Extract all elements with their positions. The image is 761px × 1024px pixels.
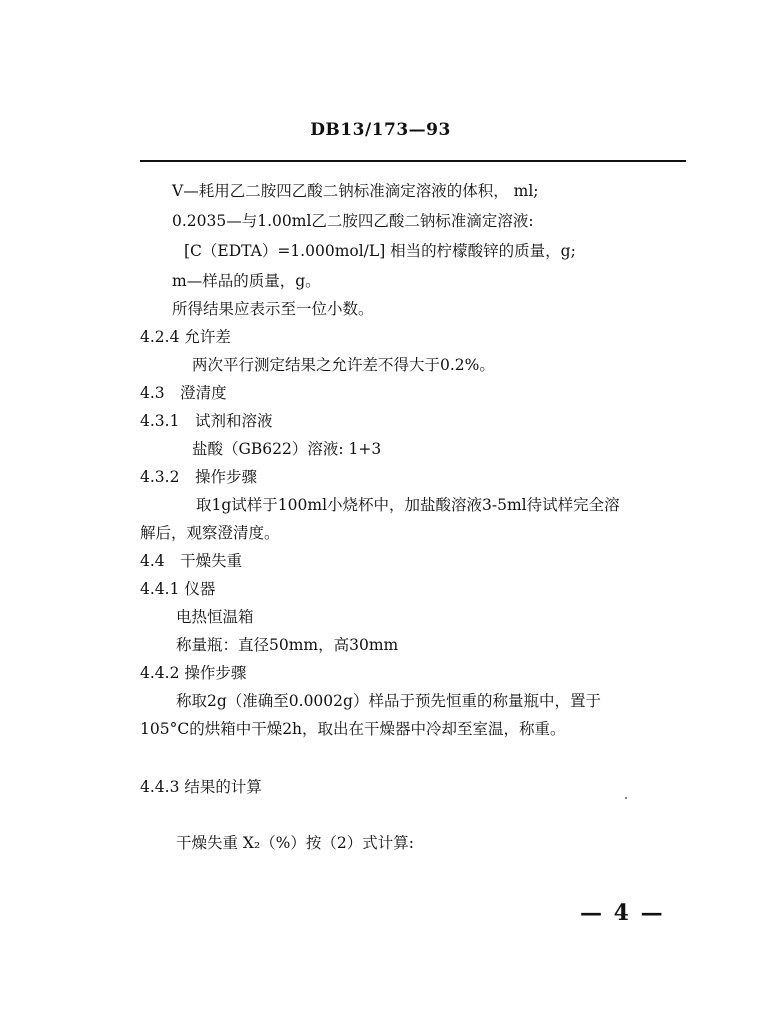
text-line-procedure-2: 称取2g（准确至0.0002g）样品于预先恒重的称量瓶中，置于 [176, 692, 601, 710]
text-line-procedure-1-cont: 解后，观察澄清度。 [140, 524, 280, 542]
section-heading-4-4-3: 4.4.3 结果的计算 [140, 778, 262, 796]
page-number: — 4 — [580, 900, 665, 926]
section-heading-4-3-2: 4.3.2 操作步骤 [140, 468, 257, 486]
section-heading-4-3: 4.3 澄清度 [140, 384, 227, 402]
section-heading-4-4: 4.4 干燥失重 [140, 552, 243, 570]
text-line-instrument-bottle: 称量瓶：直径50mm，高30mm [176, 636, 399, 654]
text-line-tolerance: 两次平行测定结果之允许差不得大于0.2%。 [192, 356, 495, 374]
scan-speck [625, 797, 627, 799]
section-heading-4-3-1: 4.3.1 试剂和溶液 [140, 412, 273, 430]
section-heading-4-2-4: 4.2.4 允许差 [140, 328, 231, 346]
text-line-reagent: 盐酸（GB622）溶液: 1+3 [192, 440, 382, 458]
text-line-v-definition: V—耗用乙二胺四乙酸二钠标准滴定溶液的体积， ml; [172, 182, 539, 200]
text-line-m-definition: m—样品的质量，g。 [172, 272, 321, 290]
standard-code-header: DB13/173—93 [310, 120, 451, 140]
section-heading-4-4-2: 4.4.2 操作步骤 [140, 664, 247, 682]
text-line-constant-definition: 0.2035—与1.00ml乙二胺四乙酸二钠标准滴定溶液: [172, 212, 534, 230]
header-rule [140, 160, 686, 162]
text-line-result-precision: 所得结果应表示至一位小数。 [172, 300, 374, 318]
text-line-instrument-oven: 电热恒温箱 [176, 608, 254, 626]
section-heading-4-4-1: 4.4.1 仪器 [140, 580, 216, 598]
text-line-edta-concentration: [C（EDTA）=1.000mol/L] 相当的柠檬酸锌的质量，g; [184, 242, 576, 260]
text-line-procedure-1: 取1g试样于100ml小烧杯中，加盐酸溶液3-5ml待试样完全溶 [196, 496, 620, 514]
text-line-procedure-2-cont: 105°C的烘箱中干燥2h，取出在干燥器中冷却至室温，称重。 [140, 720, 566, 738]
text-line-formula-intro: 干燥失重 X₂（%）按（2）式计算: [176, 834, 414, 852]
